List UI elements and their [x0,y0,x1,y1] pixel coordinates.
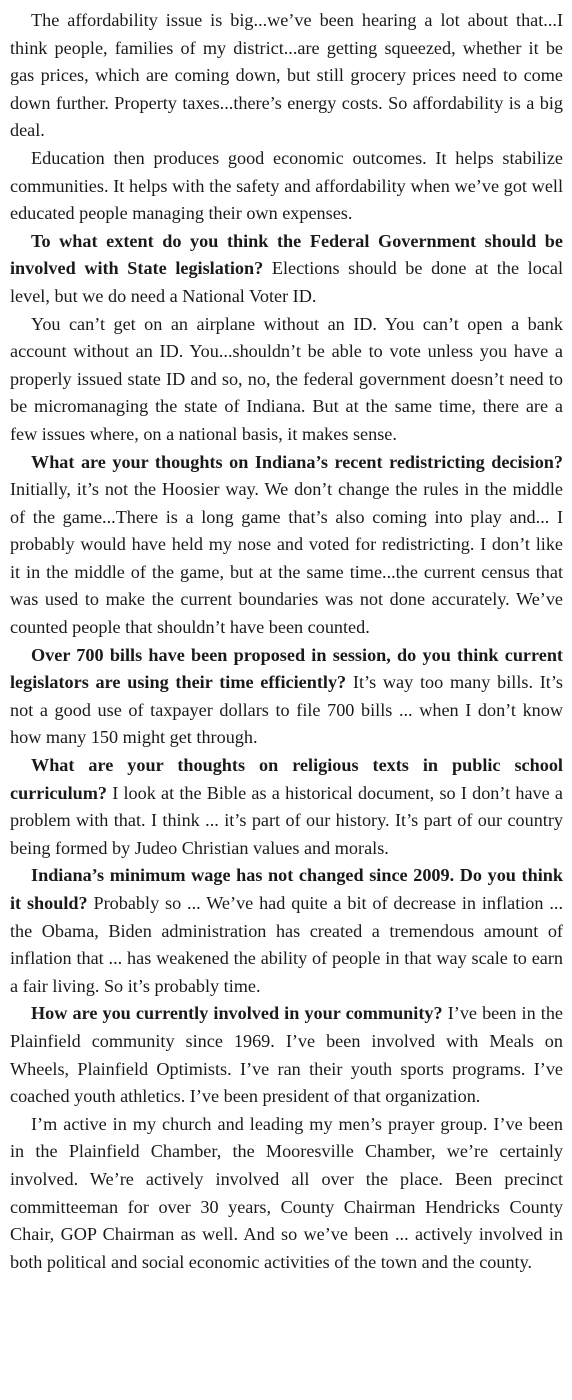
answer-text: Initially, it’s not the Hoosier way. We don’t change the rules in the middle of the game...There is a long game that’s also coming into play and... I probably would have held my nose and voted for redistricting. I don’t like it in the middle of the game, but at the same time...the current census that was used to make the current boundaries was not done accurately. We’ve counted people that shouldn’t have been counted. [10,479,563,638]
paragraph-church [10,1111,563,1277]
question-text: What are your thoughts on religious texts in public school curriculum? [10,755,563,803]
question-text: What are your thoughts on Indiana’s recent redistricting decision? [31,451,563,472]
answer-text: The affordability issue is big...we’ve been hearing a lot about that...I think people, families of my district...are getting squeezed, whether it be gas prices, which are coming down, but still grocery prices need to come down further. Property taxes...there’s energy costs. So affordability is a big deal. [10,10,563,141]
paragraph-education [10,145,563,228]
answer-text: I look at the Bible as a historical document, so I don’t have a problem with that. I think ... it’s part of our history. It’s part of our country being formed by Judeo Christian values and morals. [10,782,563,858]
paragraph-community [10,1000,563,1110]
answer-text: Education then produces good economic outcomes. It helps stabilize communities. It helps with the safety and affordability when we’ve got well educated people managing their own expenses. [10,147,563,224]
paragraph-minimum-wage [10,862,563,1000]
paragraph-religious-texts [10,752,563,862]
answer-text: Probably so ... We’ve had quite a bit of decrease in inflation ... the Obama, Biden administration has created a tremendous amount of inflation that ... has weakened the ability of people in that way scale to earn a fair living. So it’s probably time. [10,893,563,996]
paragraph-redistricting [10,449,563,642]
question-text: Over 700 bills have been proposed in session, do you think current legislators are using their time efficiently? [10,644,563,693]
question-text: How are you currently involved in your community? [31,1003,443,1024]
question-text: To what extent do you think the Federal Government should be involved with State legislation? [10,230,563,279]
answer-text: Elections should be done at the local level, but we do need a National Voter ID. [10,258,563,306]
answer-text: It’s way too many bills. It’s not a good use of taxpayer dollars to file 700 bills ... when I don’t know how many 150 might get through. [10,672,563,748]
paragraph-affordability [10,7,563,145]
paragraph-voter-id [10,311,563,449]
paragraph-federal-government [10,228,563,311]
paragraph-bills [10,642,563,752]
question-text: Indiana’s minimum wage has not changed since 2009. Do you think it should? [10,865,563,913]
answer-text: I’m active in my church and leading my men’s prayer group. I’ve been in the Plainfield Chamber, the Mooresville Chamber, we’re certainly involved. We’re actively involved all over the place. Been precinct committeeman for over 30 years, County Chairman Hendricks County Chair, GOP Chairman as well. And so we’ve been ... actively involved in both political and social economic activities of the town and the county. [10,1113,563,1272]
answer-text: I’ve been in the Plainfield community since 1969. I’ve been involved with Meals on Wheels, Plainfield Optimists. I’ve ran their youth sports programs. I’ve coached youth athletics. I’ve been president of that organization. [10,1003,563,1107]
answer-text: You can’t get on an airplane without an ID. You can’t open a bank account without an ID. You...shouldn’t be able to vote unless you have a properly issued state ID and so, no, the federal government doesn’t need to be micromanaging the state of Indiana. But at the same time, there are a few issues where, on a national basis, it makes sense. [10,313,563,444]
